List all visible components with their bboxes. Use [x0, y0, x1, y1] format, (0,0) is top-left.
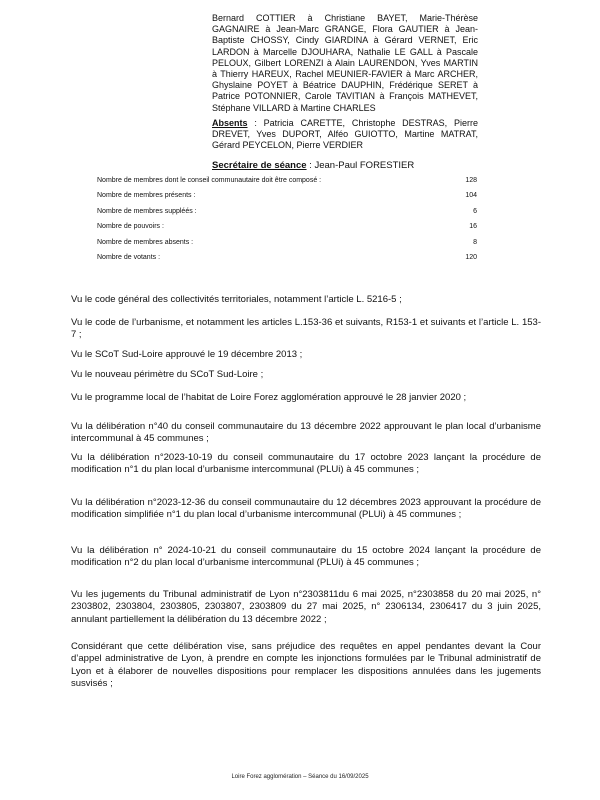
- secretary-section: [212, 160, 478, 171]
- stat-row: [97, 239, 477, 254]
- stat-label: Nombre de membres absents :: [97, 238, 194, 246]
- page-footer: Loire Forez agglomération – Séance du 16/09/2025: [231, 774, 369, 780]
- stat-row: [97, 177, 477, 192]
- stat-row: [97, 208, 477, 223]
- absents-label: Absents: [212, 118, 248, 128]
- visa-paragraph: Vu la délibération n°40 du conseil communautaire du 13 décembre 2022 approuvant le plan local d’urbanisme intercommunal à 45 communes ;: [71, 421, 541, 445]
- stat-value: 120: [465, 253, 477, 261]
- stat-label: Nombre de membres dont le conseil communautaire doit être composé :: [97, 177, 322, 184]
- stat-value: 104: [465, 192, 477, 200]
- secretary-label: Secrétaire de séance: [212, 160, 307, 171]
- stat-row: [97, 223, 477, 238]
- visa-paragraph: Vu le programme local de l’habitat de Loire Forez agglomération approuvé le 28 janvier 2020 ;: [71, 392, 467, 403]
- stat-value: 8: [473, 238, 477, 246]
- stat-label: Nombre de membres suppléés :: [97, 207, 197, 215]
- stat-row: [97, 254, 477, 269]
- visa-paragraph: Vu la délibération n°2023-12-36 du conseil communautaire du 12 décembres 2023 approuvant la procédure de modification simplifiée n°1 du plan local d’urbanisme intercommunal (PLUi) à 45 communes ;: [71, 497, 541, 521]
- stat-value: 6: [473, 207, 477, 215]
- visa-paragraph: Vu le nouveau périmètre du SCoT Sud-Loire ;: [71, 369, 264, 380]
- considerant-paragraph: Considérant que cette délibération vise, sans préjudice des requêtes en appel pendantes devant la Cour d’appel administrative de Lyon, à prendre en compte les injonctions formulées par le Tribunal administratif de Lyon et à élaborer de nouvelles dispositions pour remplacer les dispositions annulées dans les jugements susvisés ;: [71, 641, 541, 690]
- visa-paragraph: Vu les jugements du Tribunal administratif de Lyon n°2303811du 6 mai 2025, n°2303858 du 20 mai 2025, n° 2303802, 2303804, 2303805, 2303807, 2303809 du 27 mai 2025, n° 2306134, 2306417 du 3 juin 2025, annulant partiellement la délibération du 13 décembre 2022 ;: [71, 589, 541, 625]
- absents-section: [212, 118, 478, 152]
- absents-list: : Patricia CARETTE, Christophe DESTRAS, Pierre DREVET, Yves DUPORT, Alféo GUIOTTO, Martine MATRAT, Gérard PEYCELON, Pierre VERDIER: [212, 118, 478, 151]
- visa-paragraph: Vu le code général des collectivités territoriales, notamment l’article L. 5216-5 ;: [71, 294, 402, 305]
- visa-paragraph: Vu le SCoT Sud-Loire approuvé le 19 décembre 2013 ;: [71, 349, 303, 360]
- stat-value: 16: [469, 223, 477, 231]
- visa-paragraph: Vu la délibération n°2023-10-19 du conseil communautaire du 17 octobre 2023 lançant la procédure de modification n°1 du plan local d’urbanisme intercommunal (PLUi) à 45 communes ;: [71, 452, 541, 476]
- stat-value: 128: [465, 177, 477, 184]
- stat-label: Nombre de pouvoirs :: [97, 223, 164, 231]
- secretary-name: : Jean-Paul FORESTIER: [306, 160, 415, 171]
- attendance-stats: [97, 177, 477, 269]
- visa-paragraph: Vu le code de l’urbanisme, et notamment les articles L.153-36 et suivants, R153-1 et suivants et l’article L. 153-7 ;: [71, 317, 541, 341]
- stat-label: Nombre de votants :: [97, 253, 161, 261]
- stat-label: Nombre de membres présents :: [97, 192, 196, 200]
- stat-row: [97, 192, 477, 207]
- proxy-list: Bernard COTTIER à Christiane BAYET, Marie-Thérèse GAGNAIRE à Jean-Marc GRANGE, Flora GAUTIER à Jean-Baptiste CHOSSY, Cindy GIARDINA à Gérard VERNET, Eric LARDON à Marcelle DJOUHARA, Nathalie LE GALL à Pascale PELOUX, Gilbert LORENZI à Alain LAURENDON, Yves MARTIN à Thierry HAREUX, Rachel MEUNIER-FAVIER à Marc ARCHER, Ghyslaine POYET à Béatrice DAUPHIN, Frédérique SERET à Patrice POTONNIER, Carole TAVITIAN à François MATHEVET, Stéphane VILLARD à Martine CHARLES: [212, 13, 478, 113]
- visa-paragraph: Vu la délibération n° 2024-10-21 du conseil communautaire du 15 octobre 2024 lançant la procédure de modification n°2 du plan local d’urbanisme intercommunal (PLUi) à 45 communes ;: [71, 545, 541, 569]
